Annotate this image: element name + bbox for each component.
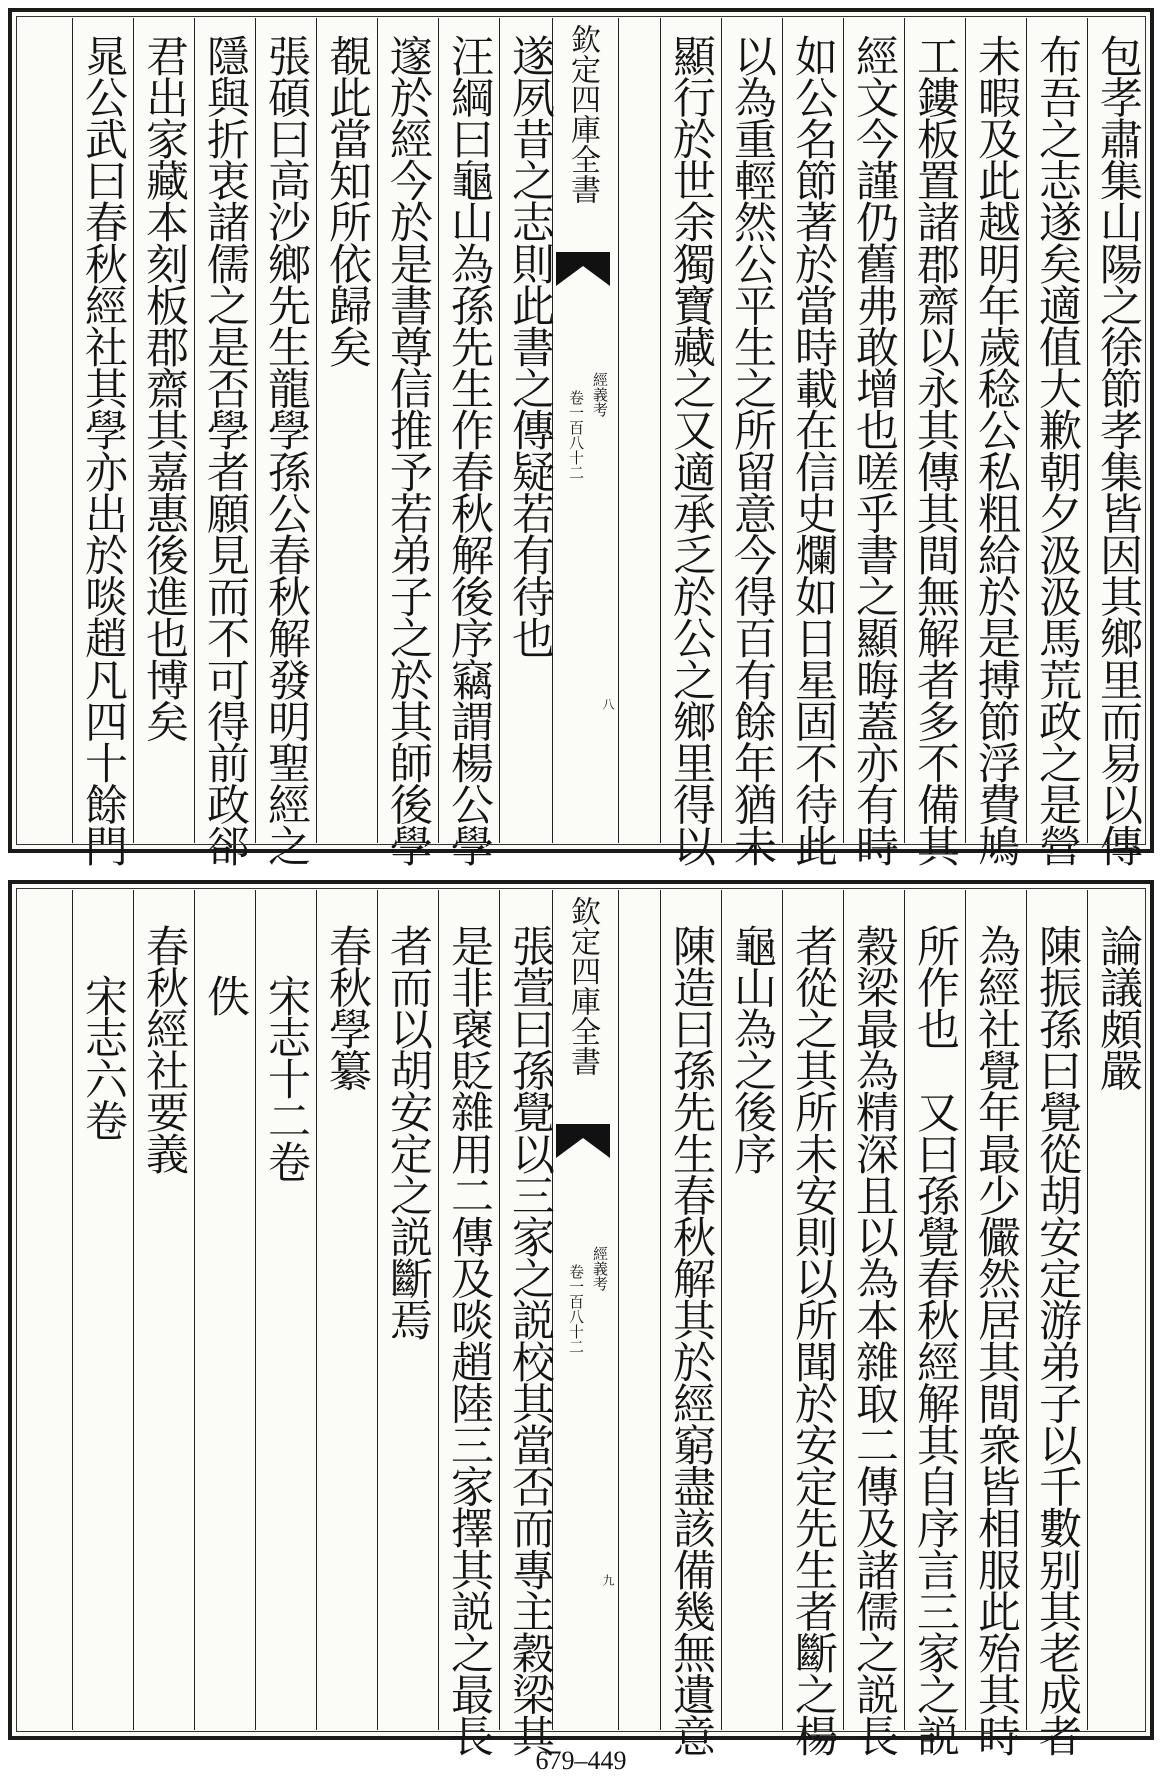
text-column: 未暇及此越明年歲稔公私粗給於是搏節浮費鳩	[971, 34, 1021, 867]
column-rule	[1087, 18, 1088, 843]
text-column: 君出家藏本刻板郡齋其嘉惠後進也博矣	[139, 34, 189, 742]
text-column: 汪綱曰龜山為孫先生作春秋解後序竊謂楊公學	[444, 34, 494, 867]
text-column: 穀梁最為精深且以為本雜取二傳及諸儒之説長	[849, 924, 899, 1757]
text-column: 隱與折衷諸儒之是否學者願見而不可得前政郤	[200, 34, 250, 867]
catalog-number: 679–449	[535, 1746, 627, 1775]
text-column: 所作也 又曰孫覺春秋經解其自序言三家之説	[910, 924, 960, 1757]
text-column: 宋志十二卷	[261, 974, 311, 1183]
text-column: 遂夙昔之志則此書之傳疑若有待也	[505, 34, 555, 659]
banxin-book-title: 經義考	[591, 372, 609, 417]
text-column: 者從之其所未安則以所聞於安定先生者斷之楊	[788, 924, 838, 1757]
text-column: 為經社覺年最少儼然居其間衆皆相服此殆其時	[971, 924, 1021, 1757]
text-column: 張碩曰高沙鄉先生龍學孫公春秋解發明聖經之	[261, 34, 311, 867]
text-column: 宋志六卷	[78, 974, 128, 1141]
text-column: 陳造曰孫先生春秋解其於經窮盡該備幾無遺意	[666, 924, 716, 1757]
column-rule	[194, 18, 195, 843]
column-rule	[499, 18, 500, 843]
text-column: 陳振孫曰覺從胡安定游弟子以千數别其老成者	[1032, 924, 1082, 1757]
column-rule	[618, 890, 619, 1730]
column-rule	[965, 18, 966, 843]
folio-number: 八	[601, 698, 615, 710]
text-column: 如公名節著於當時載在信史爛如日星固不待此	[788, 34, 838, 867]
text-column: 經文今謹仍舊弗敢增也嗟乎書之顯晦蓋亦有時	[849, 34, 899, 867]
banxin-volume: 卷一百八十二	[567, 1264, 585, 1354]
fishtail-mark-icon	[556, 1124, 610, 1158]
column-rule	[133, 18, 134, 843]
banxin-title: 欽定四庫全書	[565, 896, 600, 1076]
folio-number: 九	[601, 1574, 615, 1586]
text-column: 是非襃貶雜用二傳及啖趙陸三家擇其説之最長	[444, 924, 494, 1757]
text-column: 包孝肅集山陽之徐節孝集皆因其鄉里而易以傳	[1093, 34, 1143, 867]
column-rule	[438, 890, 439, 1730]
column-rule	[133, 890, 134, 1730]
column-rule	[255, 890, 256, 1730]
text-column: 布吾之志遂矣適值大歉朝夕汲汲馬荒政之是營	[1032, 34, 1082, 867]
column-rule	[721, 890, 722, 1730]
text-column: 張萱曰孫覺以三家之説校其當否而專主穀梁其	[505, 924, 555, 1757]
column-rule	[194, 890, 195, 1730]
text-column: 晁公武曰春秋經社其學亦出於啖趙凡四十餘門	[78, 34, 128, 867]
column-rule	[782, 890, 783, 1730]
column-rule	[904, 890, 905, 1730]
column-rule	[618, 18, 619, 843]
column-rule	[1087, 890, 1088, 1730]
text-column: 以為重輕然公平生之所留意今得百有餘年猶未	[727, 34, 777, 867]
column-rule	[965, 890, 966, 1730]
text-column: 者而以胡安定之説斷焉	[383, 924, 433, 1341]
fishtail-mark-icon	[556, 252, 610, 286]
text-column: 春秋經社要義	[139, 924, 189, 1174]
banxin-title: 欽定四庫全書	[565, 24, 600, 204]
column-rule	[660, 890, 661, 1730]
column-rule	[316, 890, 317, 1730]
text-column: 龜山為之後序	[727, 924, 777, 1174]
column-rule	[660, 18, 661, 843]
column-rule	[438, 18, 439, 843]
column-rule	[499, 890, 500, 1730]
column-rule	[377, 18, 378, 843]
column-rule	[843, 18, 844, 843]
text-column: 顯行於世余獨寶藏之又適承乏於公之鄉里得以	[666, 34, 716, 867]
column-rule	[1026, 890, 1027, 1730]
column-rule	[377, 890, 378, 1730]
top-page-frame	[8, 8, 1154, 867]
banxin-book-title: 經義考	[591, 1246, 609, 1291]
column-rule	[904, 18, 905, 843]
text-column: 春秋學纂	[322, 924, 372, 1091]
text-column: 佚	[200, 974, 250, 1016]
banxin-volume: 卷一百八十二	[567, 390, 585, 480]
bottom-page-frame	[8, 880, 1154, 1757]
column-rule	[255, 18, 256, 843]
text-column: 邃於經今於是書尊信推予若弟子之於其師後學	[383, 34, 433, 867]
column-rule	[1026, 18, 1027, 843]
column-rule	[782, 18, 783, 843]
text-column: 論議頗嚴	[1093, 924, 1143, 1091]
text-column: 工鏤板置諸郡齋以永其傳其間無解者多不備其	[910, 34, 960, 867]
column-rule	[843, 890, 844, 1730]
column-rule	[721, 18, 722, 843]
column-rule	[72, 18, 73, 843]
text-column: 覩此當知所依歸矣	[322, 34, 372, 367]
column-rule	[72, 890, 73, 1730]
column-rule	[316, 18, 317, 843]
